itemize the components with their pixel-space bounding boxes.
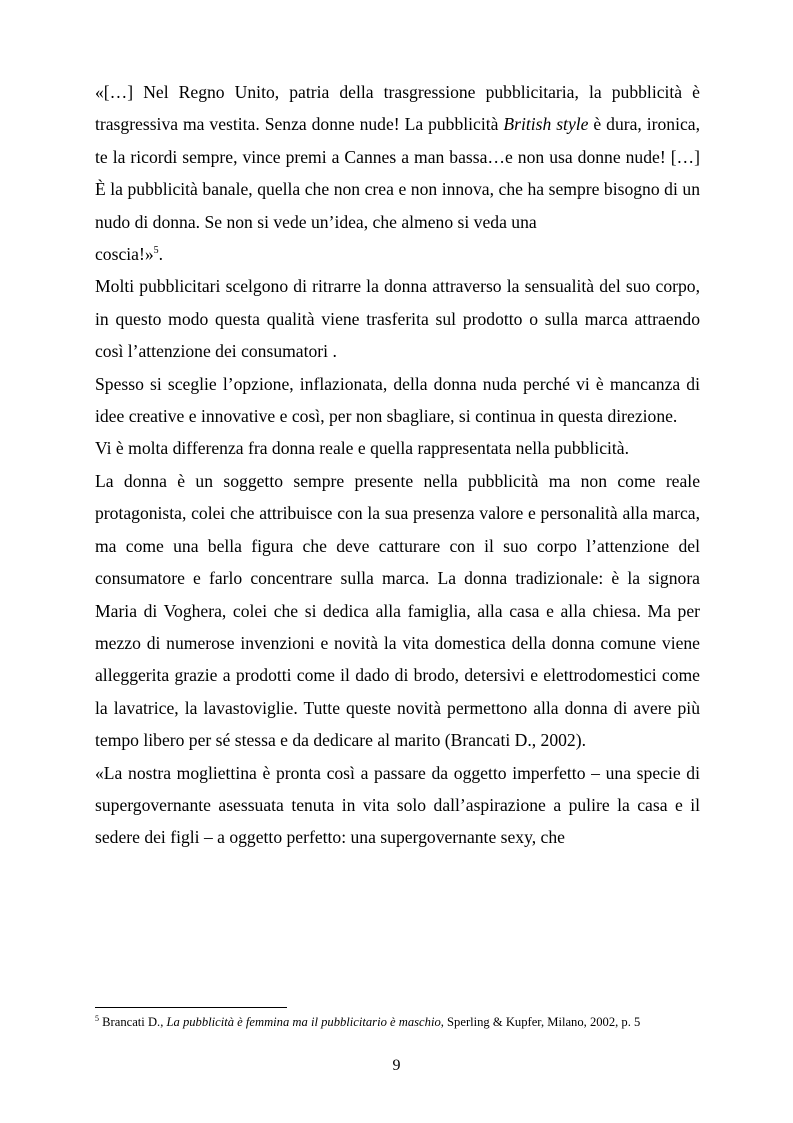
footnote	[95, 1014, 735, 1030]
paragraph: Molti pubblicitari scelgono di ritrarre la donna attraverso la sensualità del suo corpo, in questo modo questa qualità viene trasferita sul prodotto o sulla marca attraendo così l’attenzione dei consumatori .	[95, 276, 700, 362]
page-number: 9	[392, 1057, 401, 1074]
quote-paragraph	[95, 76, 700, 238]
paragraph: «La nostra mogliettina è pronta così a passare da oggetto imperfetto – una specie di supergovernante asessuata tenuta in vita solo dall’aspirazione a pulire la casa e il sedere dei figli – a oggetto perfetto: una supergovernante sexy, che	[95, 762, 700, 848]
quote-text-end: è dura, ironica, te la ricordi sempre, vince premi a Cannes a man bassa…e non usa donne nude! […] È la pubblicità banale, quella che non crea e non innova, che ha sempre bisogno di un nudo di donna. Se non si vede un’idea, che almeno si veda una	[95, 114, 700, 232]
paragraph: Spesso si sceglie l’opzione, inflazionata, della donna nuda perché vi è mancanza di idee creative e innovative e così, per non sbagliare, si continua in questa direzione.	[95, 373, 700, 427]
quote-closing-line	[95, 238, 700, 270]
paragraph: La donna è un soggetto sempre presente nella pubblicità ma non come reale protagonista, colei che attribuisce con la sua presenza valore e personalità alla marca, ma come una bella figura che deve catturare con il suo corpo l’attenzione del consumatore e farlo concentrare sulla marca. La donna tradizionale: è la signora Maria di Voghera, colei che si dedica alla famiglia, alla casa e alla chiesa. Ma per mezzo di numerose invenzioni e novità la vita domestica della donna comune viene alleggerita grazie a prodotti come il dado di brodo, detersivi e elettrodomestici come la lavatrice, la lavastoviglie. Tutte queste novità permettono alla donna di avere più tempo libero per sé stessa e da dedicare al marito (Brancati D., 2002).	[95, 470, 700, 751]
footnote-divider	[95, 1007, 287, 1008]
body-text	[95, 76, 700, 854]
quote-italic-phrase: British style	[503, 114, 589, 135]
quote-text-start: «[…] Nel Regno Unito, patria della trasgressione pubblicitaria, la pubblicità è trasgressiva ma vestita. Senza donne nude! La pubblicità	[95, 82, 700, 135]
footnote-number: 5	[95, 1013, 99, 1023]
footnote-publication: , Sperling & Kupfer, Milano, 2002, p. 5	[440, 1015, 641, 1029]
footnote-reference[interactable]: 5	[153, 245, 159, 257]
quote-closing-period: .	[158, 244, 164, 265]
footnote-author: Brancati D.,	[99, 1015, 167, 1029]
paragraph: Vi è molta differenza fra donna reale e quella rappresentata nella pubblicità.	[95, 438, 629, 459]
footnote-title: La pubblicità è femmina ma il pubblicitario è maschio	[166, 1015, 441, 1029]
quote-closing-text: coscia!»	[95, 244, 154, 265]
